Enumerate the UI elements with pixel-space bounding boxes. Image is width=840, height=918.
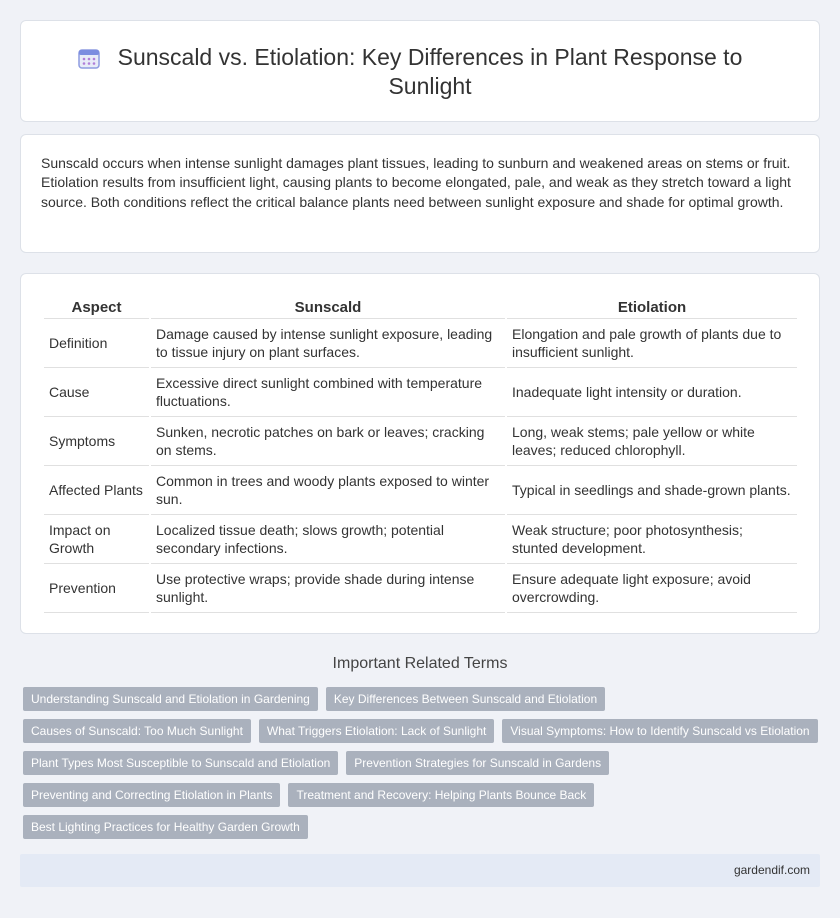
header-sunscald: Sunscald (151, 295, 505, 319)
cell-sunscald: Localized tissue death; slows growth; potential secondary infections. (151, 515, 505, 564)
cell-etiolation: Weak structure; poor photosynthesis; stunted development. (507, 515, 797, 564)
related-term-tag[interactable]: Plant Types Most Susceptible to Sunscald and Etiolation (23, 751, 338, 775)
tag-row (23, 687, 823, 711)
cell-aspect: Impact on Growth (44, 515, 149, 564)
table-row (44, 515, 797, 564)
related-term-tag[interactable]: Causes of Sunscald: Too Much Sunlight (23, 719, 251, 743)
cell-aspect: Prevention (44, 564, 149, 613)
tag-row (23, 719, 823, 743)
cell-sunscald: Excessive direct sunlight combined with temperature fluctuations. (151, 368, 505, 417)
cell-etiolation: Inadequate light intensity or duration. (507, 368, 797, 417)
header-aspect: Aspect (44, 295, 149, 319)
table-row (44, 417, 797, 466)
cell-etiolation: Typical in seedlings and shade-grown plants. (507, 466, 797, 515)
tag-row (23, 815, 823, 839)
comparison-card (20, 273, 820, 634)
related-term-tag[interactable]: Preventing and Correcting Etiolation in Plants (23, 783, 280, 807)
cell-aspect: Definition (44, 319, 149, 368)
related-term-tag[interactable]: What Triggers Etiolation: Lack of Sunlight (259, 719, 494, 743)
related-term-tag[interactable]: Prevention Strategies for Sunscald in Gardens (346, 751, 609, 775)
table-row (44, 368, 797, 417)
related-term-tag[interactable]: Key Differences Between Sunscald and Etiolation (326, 687, 605, 711)
intro-card (20, 134, 820, 253)
footer-site-link[interactable]: gardendif.com (733, 863, 810, 877)
tag-row (23, 783, 823, 807)
table-row (44, 564, 797, 613)
cell-etiolation: Ensure adequate light exposure; avoid overcrowding. (507, 564, 797, 613)
related-term-tag[interactable]: Understanding Sunscald and Etiolation in Gardening (23, 687, 318, 711)
cell-aspect: Affected Plants (44, 466, 149, 515)
title-card (20, 20, 820, 122)
cell-sunscald: Damage caused by intense sunlight exposure, leading to tissue injury on plant surfaces. (151, 319, 505, 368)
related-term-tag[interactable]: Visual Symptoms: How to Identify Sunscald vs Etiolation (502, 719, 817, 743)
cell-etiolation: Elongation and pale growth of plants due to insufficient sunlight. (507, 319, 797, 368)
related-term-tag[interactable]: Best Lighting Practices for Healthy Garden Growth (23, 815, 308, 839)
related-terms-title: Important Related Terms (332, 655, 508, 672)
cell-aspect: Cause (44, 368, 149, 417)
cell-sunscald: Use protective wraps; provide shade during intense sunlight. (151, 564, 505, 613)
table-row (44, 319, 797, 368)
header-etiolation: Etiolation (507, 295, 797, 319)
footer (20, 854, 820, 887)
comparison-table (42, 295, 799, 613)
cell-aspect: Symptoms (44, 417, 149, 466)
cell-etiolation: Long, weak stems; pale yellow or white leaves; reduced chlorophyll. (507, 417, 797, 466)
tag-row (23, 751, 823, 775)
table-header-row (44, 295, 797, 319)
intro-text: Sunscald occurs when intense sunlight damages plant tissues, leading to sunburn and weakened areas on stems or fruit. Etiolation results from insufficient light, causing plants to become elongated, pale, and weak as they stretch toward a light source. Both conditions reflect the critical balance plants need between sunlight exposure and shade for optimal growth. (41, 155, 791, 210)
related-terms-list (23, 687, 823, 847)
cell-sunscald: Common in trees and woody plants exposed to winter sun. (151, 466, 505, 515)
table-row (44, 466, 797, 515)
page-title (81, 43, 779, 101)
page-title-line2: Sunlight (388, 73, 472, 99)
page-title-line1: Sunscald vs. Etiolation: Key Differences in Plant Response to (117, 44, 743, 70)
cell-sunscald: Sunken, necrotic patches on bark or leaves; cracking on stems. (151, 417, 505, 466)
related-term-tag[interactable]: Treatment and Recovery: Helping Plants Bounce Back (288, 783, 594, 807)
